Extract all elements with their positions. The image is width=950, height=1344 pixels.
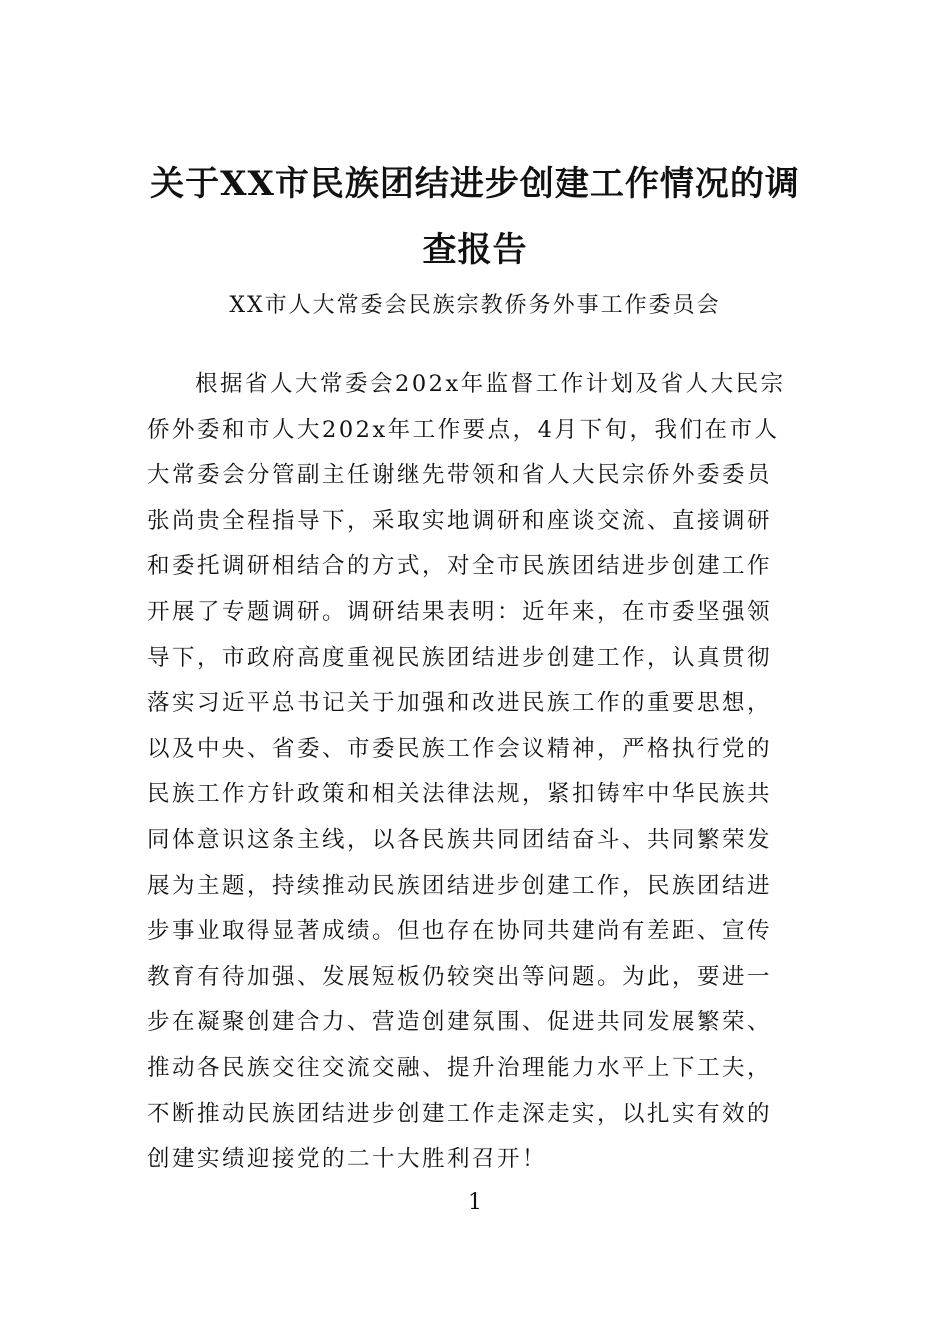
body-line: 根据省人大常委会202x年监督工作计划及省人大民宗 — [195, 371, 786, 397]
body-line: 同体意识这条主线，以各民族共同团结奋斗、共同繁荣发 — [147, 826, 773, 853]
body-line: 和委托调研相结合的方式，对全市民族团结进步创建工作 — [147, 553, 773, 580]
body-line: 教育有待加强、发展短板仍较突出等问题。为此，要进一 — [147, 963, 773, 990]
body-line: 创建实绩迎接党的二十大胜利召开！ — [147, 1146, 548, 1173]
body-line: 步事业取得显著成绩。但也存在协同共建尚有差距、宣传 — [147, 918, 773, 945]
body-line: 以及中央、省委、市委民族工作会议精神，严格执行党的 — [147, 735, 773, 762]
report-body-paragraph — [147, 362, 803, 1183]
body-line: 步在凝聚创建合力、营造创建氛围、促进共同发展繁荣、 — [147, 1009, 773, 1036]
body-line: 开展了专题调研。调研结果表明：近年来，在市委坚强领 — [147, 598, 773, 625]
body-line: 大常委会分管副主任谢继先带领和省人大民宗侨外委委员 — [147, 462, 773, 489]
body-line: 民族工作方针政策和相关法律法规，紧扣铸牢中华民族共 — [147, 781, 773, 808]
report-title-line-2: 查报告 — [422, 230, 528, 270]
report-author: XX市人大常委会民族宗教侨务外事工作委员会 — [229, 293, 721, 318]
report-title-line-1: 关于XX市民族团结进步创建工作情况的调 — [150, 164, 800, 204]
body-line: 不断推动民族团结进步创建工作走深走实，以扎实有效的 — [147, 1100, 773, 1127]
body-line: 落实习近平总书记关于加强和改进民族工作的重要思想， — [147, 690, 773, 717]
body-line: 张尚贵全程指导下，采取实地调研和座谈交流、直接调研 — [147, 507, 773, 534]
body-line: 推动各民族交往交流交融、提升治理能力水平上下工夫， — [147, 1054, 773, 1081]
body-line: 展为主题，持续推动民族团结进步创建工作，民族团结进 — [147, 872, 773, 899]
body-line: 侨外委和市人大202x年工作要点，4月下旬，我们在市人 — [147, 416, 780, 443]
body-line: 导下，市政府高度重视民族团结进步创建工作，认真贯彻 — [147, 644, 773, 671]
page-number: 1 — [468, 1190, 482, 1215]
